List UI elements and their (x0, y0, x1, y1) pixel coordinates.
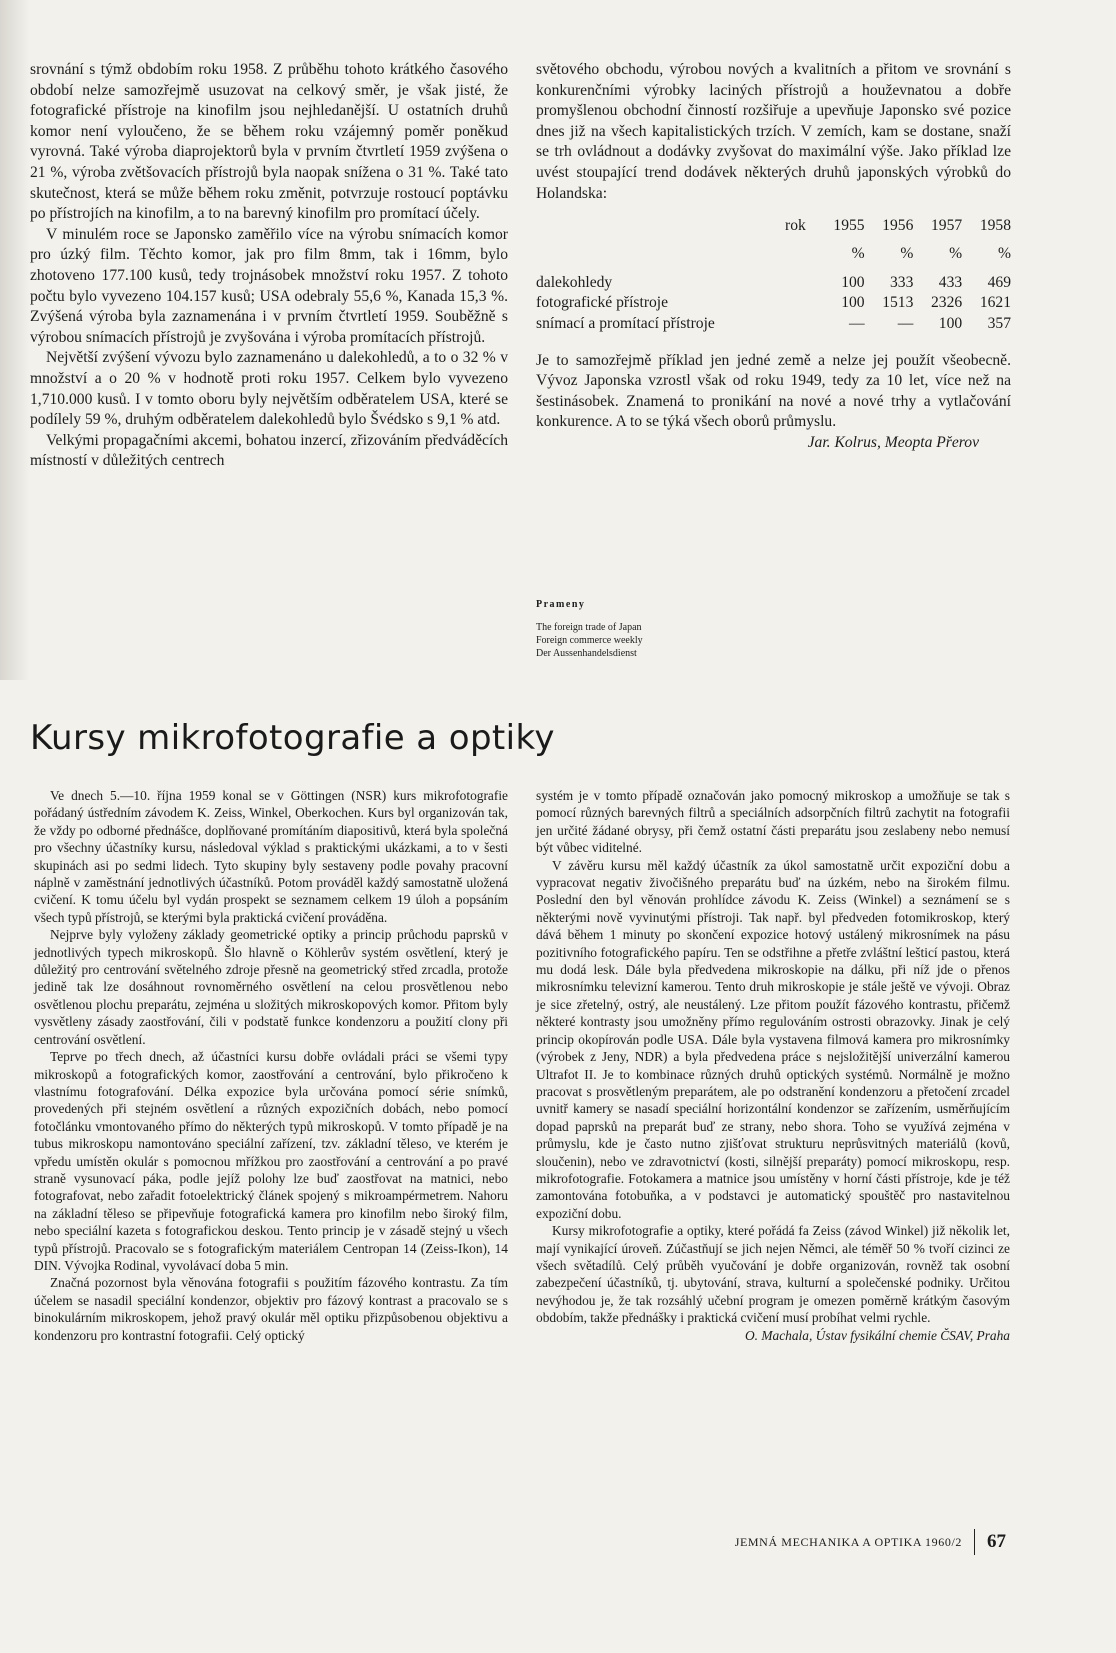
paragraph: Kursy mikrofotografie a optiky, které pořádá fa Zeiss (závod Winkel) již několik let, mají vynikající úroveň. Zúčastňují se jich nejen Němci, ale téměř 50 % tvoří cizinci ze všech světadílů. Celý průběh vyučování je dobře organizován, rovněž tak osobní zabezpečení účastníků, tj. ubytování, strava, kulturní a společenské podniky. Určitou nevýhodou je, že tak rozsáhlý učební program je omezen poměrně krátkým časovým obdobím, takže přednášky i praktická cvičení musí probíhat velmi rychle. (536, 1223, 1010, 1326)
unit-cell: % (998, 245, 1011, 263)
top-right-column (536, 60, 1011, 454)
table-row (536, 293, 1011, 314)
table-cell: — (897, 314, 914, 332)
table-cell: 1513 (882, 294, 914, 312)
paragraph: srovnání s týmž obdobím roku 1958. Z průběhu tohoto krátkého časového období nelze samozřejmě usuzovat na celkový směr, je však jisté, že fotografické přístroje na kinofilm jsou nejhledanější. U ostatních druhů komor není vyloučeno, že se během roku vzájemný poměr poněkud vyrovná. Také výroba diaprojektorů byla v prvním čtvrtletí 1959 zvýšena o 21 %, výroba zvětšovacích přístrojů byla naopak snížena o 31 %. Také tato skutečnost, která se může během roku změnit, potvrzuje rostoucí poptávku po přístrojích na kinofilm, a to na barevný kinofilm pro promítací účely. (30, 61, 508, 223)
table-header-cell: 1956 (882, 217, 914, 235)
year-label: rok (785, 217, 806, 235)
paragraph: Teprve po třech dnech, až účastníci kursu dobře ovládali práci se všemi typy mikroskopů a fotografických komor, zaostřování a centrování, bylo přikročeno k vlastnímu fotografování. Délka expozice byla určována pomocí série snímků, provedených při stejném osvětlení a různých expozičních dobách, nebo pomocí fotočlánku vmontovaného přímo do některých typů mikroskopů. V tomto případě je na tubus mikroskopu namontováno speciální zařízení, tzv. základní těleso, ve kterém je vpředu umístěn okulár s pomocnou mřížkou pro zaostřování a centrování a po pravé straně vysunovací páka, podle jejíž polohy lze buď zaostřovat na matnici, nebo fotografovat, nebo zařadit fotoelektrický článek spojený s mikroampérmetrem. Nahoru na základní těleso se připevňuje fotografická kamera pro kinofilm nebo široký film, nebo speciální kazeta s fotografickou deskou. Tento princip je v zásadě stejný u všech typů přístrojů. Pracovalo se s fotografickým materiálem Centropan 14 (Zeiss-Ikon), 14 DIN. Vývojka Rodinal, vyvolávací doba 5 min. (34, 1049, 508, 1273)
paragraph: V minulém roce se Japonsko zaměřilo více na výrobu snímacích komor pro úzký film. Těchto komor, jak pro film 8mm, tak i 16mm, bylo zhotoveno 177.100 kusů, tedy trojnásobek množství roku 1957. Z tohoto počtu bylo vyvezeno 104.157 kusů; USA odebraly 55,6 %, Kanada 15,3 %. Zvýšená výroba byla zaznamenána i v prvním čtvrtletí 1959. Souběžně s výrobou snímacích přístrojů je zvyšována i výroba promítacích přístrojů. (30, 225, 508, 346)
source-item: The foreign trade of Japan (536, 622, 642, 633)
sources-block (536, 598, 643, 660)
bottom-left-column (34, 787, 508, 1344)
top-left-column (30, 60, 508, 472)
table-row (536, 314, 1011, 335)
footer-divider (974, 1529, 975, 1555)
article-heading: Kursy mikrofotografie a optiky (30, 718, 555, 758)
paragraph: V závěru kursu měl každý účastník za úkol samostatně určit expoziční dobu a vypracovat negativ živočišného preparátu buď na úzkém, nebo na širokém filmu. Poslední den byl věnován prohlídce závodu K. Zeiss (Winkel) a seznámení se s některými nově vyvinutými přístroji. Tak např. byl předveden fotomikroskop, který dává během 1 minuty po skončení expozice hotový ustálený mikrosnímek na pásu pozitivního fotografického papíru. Ten se odstřihne a přetře zvláštní lešticí pastou, která mu dodá lesk. Dále byla předvedena mikroskopie na dálku, při níž jde o přenos mikrosnímku televizní kamerou. Tento druh mikroskopie je stále ještě ve vývoji. Obraz je sice zřetelný, ostrý, ale neustálený. Lze přitom použít fázového kontrastu, přičemž některé kontrasty jsou umožněny přímo regulováním ostrosti obrazovky. Jinak je celý princip okopírován podle USA. Dále byla vystavena filmová kamera pro mikrosnímky (výrobek z Jeny, NDR) a byla předvedena práce s nejsložitější univerzální kamerou Ultrafot II. Je to kombinace různých druhů optických systémů. Normálně je možno pracovat s prosvětleným preparátem, ale po odstranění kondenzoru a přetočení zrcadel uvnitř kamery se nasadí speciální horizontální kondenzor se zařízením, usměrňujícím dopad paprsků na preparát buď ze strany, nebo shora. Toho se využívá zejména v průmyslu, kde je často nutno zjišťovat strukturu neprůsvitných materiálů (kovů, sloučenin), nebo ve zdravotnictví (kosti, silnější preparáty) pomocí mikroskopu, resp. mikrofotografie. Fotokamera a matnice jsou umístěny v horní části přístroje, kde je též zamontována fotobuňka, a v podstavci je automatický spouštěč pro nastavitelnou expoziční dobu. (536, 857, 1010, 1221)
row-label: fotografické přístroje (536, 294, 669, 312)
table-cell: 433 (938, 273, 963, 291)
table-cell: 2326 (930, 294, 963, 312)
page-footer (735, 1529, 1006, 1555)
article-signature: Jar. Kolrus, Meopta Přerov (807, 433, 979, 451)
table-header-cell: 1957 (930, 217, 963, 235)
unit-cell: % (900, 245, 914, 263)
paragraph: Velkými propagačními akcemi, bohatou inzercí, zřizováním předváděcích místností v důležitých centrech (30, 431, 508, 470)
table-header-row (536, 216, 1011, 237)
table-row (536, 273, 1011, 294)
unit-cell: % (949, 245, 963, 263)
table-cell: 1621 (979, 294, 1011, 312)
table-header-cell: 1958 (979, 217, 1011, 235)
table-cell: 357 (987, 314, 1011, 332)
table-cell: 100 (841, 294, 865, 312)
source-item: Der Aussenhandelsdienst (536, 648, 637, 659)
table-cell: 100 (841, 273, 865, 291)
paragraph: Ve dnech 5.—10. října 1959 konal se v Göttingen (NSR) kurs mikrofotografie pořádaný ústředním závodem K. Zeiss, Winkel, Oberkochen. Kurs byl organizován tak, že vždy po odborné přednášce, doplňované promítáním diapositivů, která byla společná pro všechny účastníky kursu, následoval výklad s praktickými ukázkami, a to v šesti skupinách asi po sedmi lidech. Tyto skupiny byly sestaveny podle povahy pracovní náplně v zaměstnání jednotlivých účastníků. Potom prováděl každý samostatně uložená cvičení. K tomu účelu byl vydán prospekt se seznamem celkem 19 úloh a popsáním všech typů přístrojů, se kterými byla praktická cvičení prováděna. (34, 788, 508, 925)
table-unit-row (536, 237, 1011, 273)
row-label: snímací a promítací přístroje (536, 314, 715, 332)
table-cell: — (849, 314, 865, 332)
page-number: 67 (987, 1531, 1006, 1552)
table-header-cell: 1955 (833, 217, 865, 235)
table-cell: 333 (889, 273, 914, 291)
row-label: dalekohledy (536, 273, 613, 291)
unit-cell: % (851, 245, 865, 263)
source-item: Foreign commerce weekly (536, 635, 643, 646)
paragraph: světového obchodu, výrobou nových a kvalitních a přitom ve srovnání s konkurenčními výrobky laciných přístrojů a houževnatou a dobře promyšlenou obchodní činností rozšiřuje a upevňuje Japonsko své pozice dnes již na všech kapitalistických trzích. V zemích, kam se dostane, snaží se trh ovládnout a dodávky zvyšovat do maximální výše. Jako příklad lze uvést stoupající trend dodávek některých druhů japonských výrobků do Holandska: (536, 61, 1011, 202)
page-gutter-shadow (0, 0, 30, 680)
author-credit: O. Machala, Ústav fysikální chemie ČSAV, Praha (745, 1327, 1010, 1343)
paragraph: Nejprve byly vyloženy základy geometrické optiky a princip průchodu paprsků v jednotlivých typech mikroskopů. Šlo hlavně o Köhlerův systém osvětlení, který je důležitý pro centrování světelného zdroje přesně na geometrický střed zrcadla, protože jedině tak lze dosáhnout rovnoměrného osvětlení na celou prosvětlenou nebo osvětlenou plochu preparátu, zejména u složitých mikroskopových komor. Přitom byly vysvětleny zásady zaostřování, čili v podstatě funkce kondenzoru a použití clony při centrování osvětlení. (34, 927, 508, 1047)
sources-title: Prameny (536, 599, 586, 610)
bottom-right-column (536, 787, 1010, 1344)
paragraph: Značná pozornost byla věnována fotografii s použitím fázového kontrastu. Za tím účelem se nasadil speciální kondenzor, objektiv pro fázový kontrast a pracovalo se s binokulárním mikroskopem, jehož pravý okulár měl optiku přizpůsobenou objektivu a kondenzoru pro kontrastní fotografii. Celý optický (34, 1275, 508, 1343)
paragraph: systém je v tomto případě označován jako pomocný mikroskop a umožňuje se tak s pomocí různých barevných filtrů a speciálních adsorpčních filtrů zachytit na fotografii jen určité žádané obrysy, při čemž ostatní části preparátu jsou zeslabeny nebo nemusí být vůbec viditelné. (536, 788, 1010, 856)
paragraph: Je to samozřejmě příklad jen jedné země a nelze jej použít všeobecně. Vývoz Japonska vzrostl však od roku 1949, tedy za 10 let, více než na šestinásobek. Znamená to pronikání na nové a nové trhy a vytlačování konkurence. A to se týká všech oborů průmyslu. (536, 351, 1011, 431)
author-line (536, 1327, 1010, 1344)
journal-title: JEMNÁ MECHANIKA A OPTIKA 1960/2 (734, 1534, 962, 1549)
table-cell: 100 (938, 314, 963, 332)
export-table (536, 216, 1011, 334)
paragraph: Největší zvýšení vývozu bylo zaznamenáno u dalekohledů, a to o 32 % v množství a o 20 % v hodnotě proti roku 1957. Celkem bylo vyvezeno 1,710.000 kusů. I v tomto oboru byly největším odběratelem USA, které se podílely 59 %, druhým odběratelem dalekohledů bylo Švédsko s 9,1 % atd. (30, 349, 508, 429)
table-cell: 469 (987, 273, 1011, 291)
